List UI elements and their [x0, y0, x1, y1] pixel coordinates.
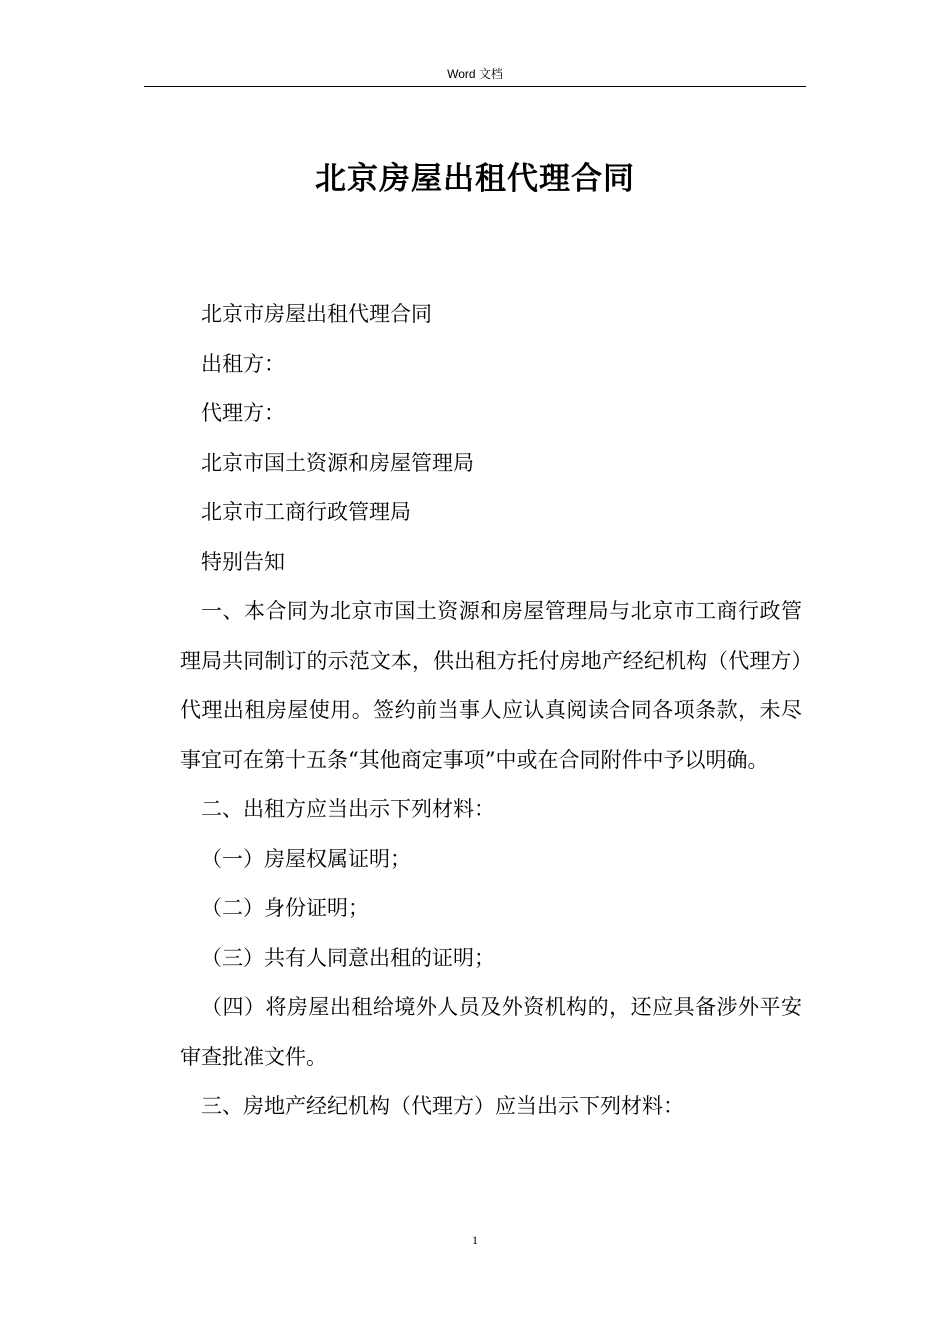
paragraph-clause-2: 二、出租方应当出示下列材料：	[201, 797, 495, 821]
paragraph-clause-2-item-4: （四）将房屋出租给境外人员及外资机构的，还应具备涉外平安审查批准文件。	[180, 995, 802, 1069]
paragraph-contract-name: 北京市房屋出租代理合同	[201, 302, 432, 326]
paragraph-clause-2-item-3: （三）共有人同意出租的证明；	[201, 945, 495, 970]
page-header: Word 文档	[447, 67, 503, 81]
page-number: 1	[472, 1233, 478, 1247]
document-title: 北京房屋出租代理合同	[315, 161, 635, 197]
paragraph-clause-1: 一、本合同为北京市国土资源和房屋管理局与北京市工商行政管理局共同制订的示范文本，供出租方托付房地产经纪机构（代理方）代理出租房屋使用。签约前当事人应认真阅读合同各项条款，未尽事宜可在第十五条“其他商定事项”中或在合同附件中予以明确。	[180, 599, 802, 772]
paragraph-clause-3: 三、房地产经纪机构（代理方）应当出示下列材料：	[201, 1094, 684, 1118]
header-divider	[144, 86, 806, 87]
paragraph-clause-2-item-2: （二）身份证明；	[201, 896, 369, 920]
paragraph-issuer-commerce-bureau: 北京市工商行政管理局	[201, 500, 411, 524]
paragraph-lessor: 出租方：	[201, 351, 285, 376]
paragraph-clause-2-item-1: （一）房屋权属证明；	[201, 846, 411, 871]
paragraph-special-notice: 特别告知	[201, 549, 285, 574]
document-body	[180, 290, 802, 1132]
paragraph-agent: 代理方：	[201, 401, 285, 425]
paragraph-issuer-land-bureau: 北京市国土资源和房屋管理局	[201, 450, 474, 475]
